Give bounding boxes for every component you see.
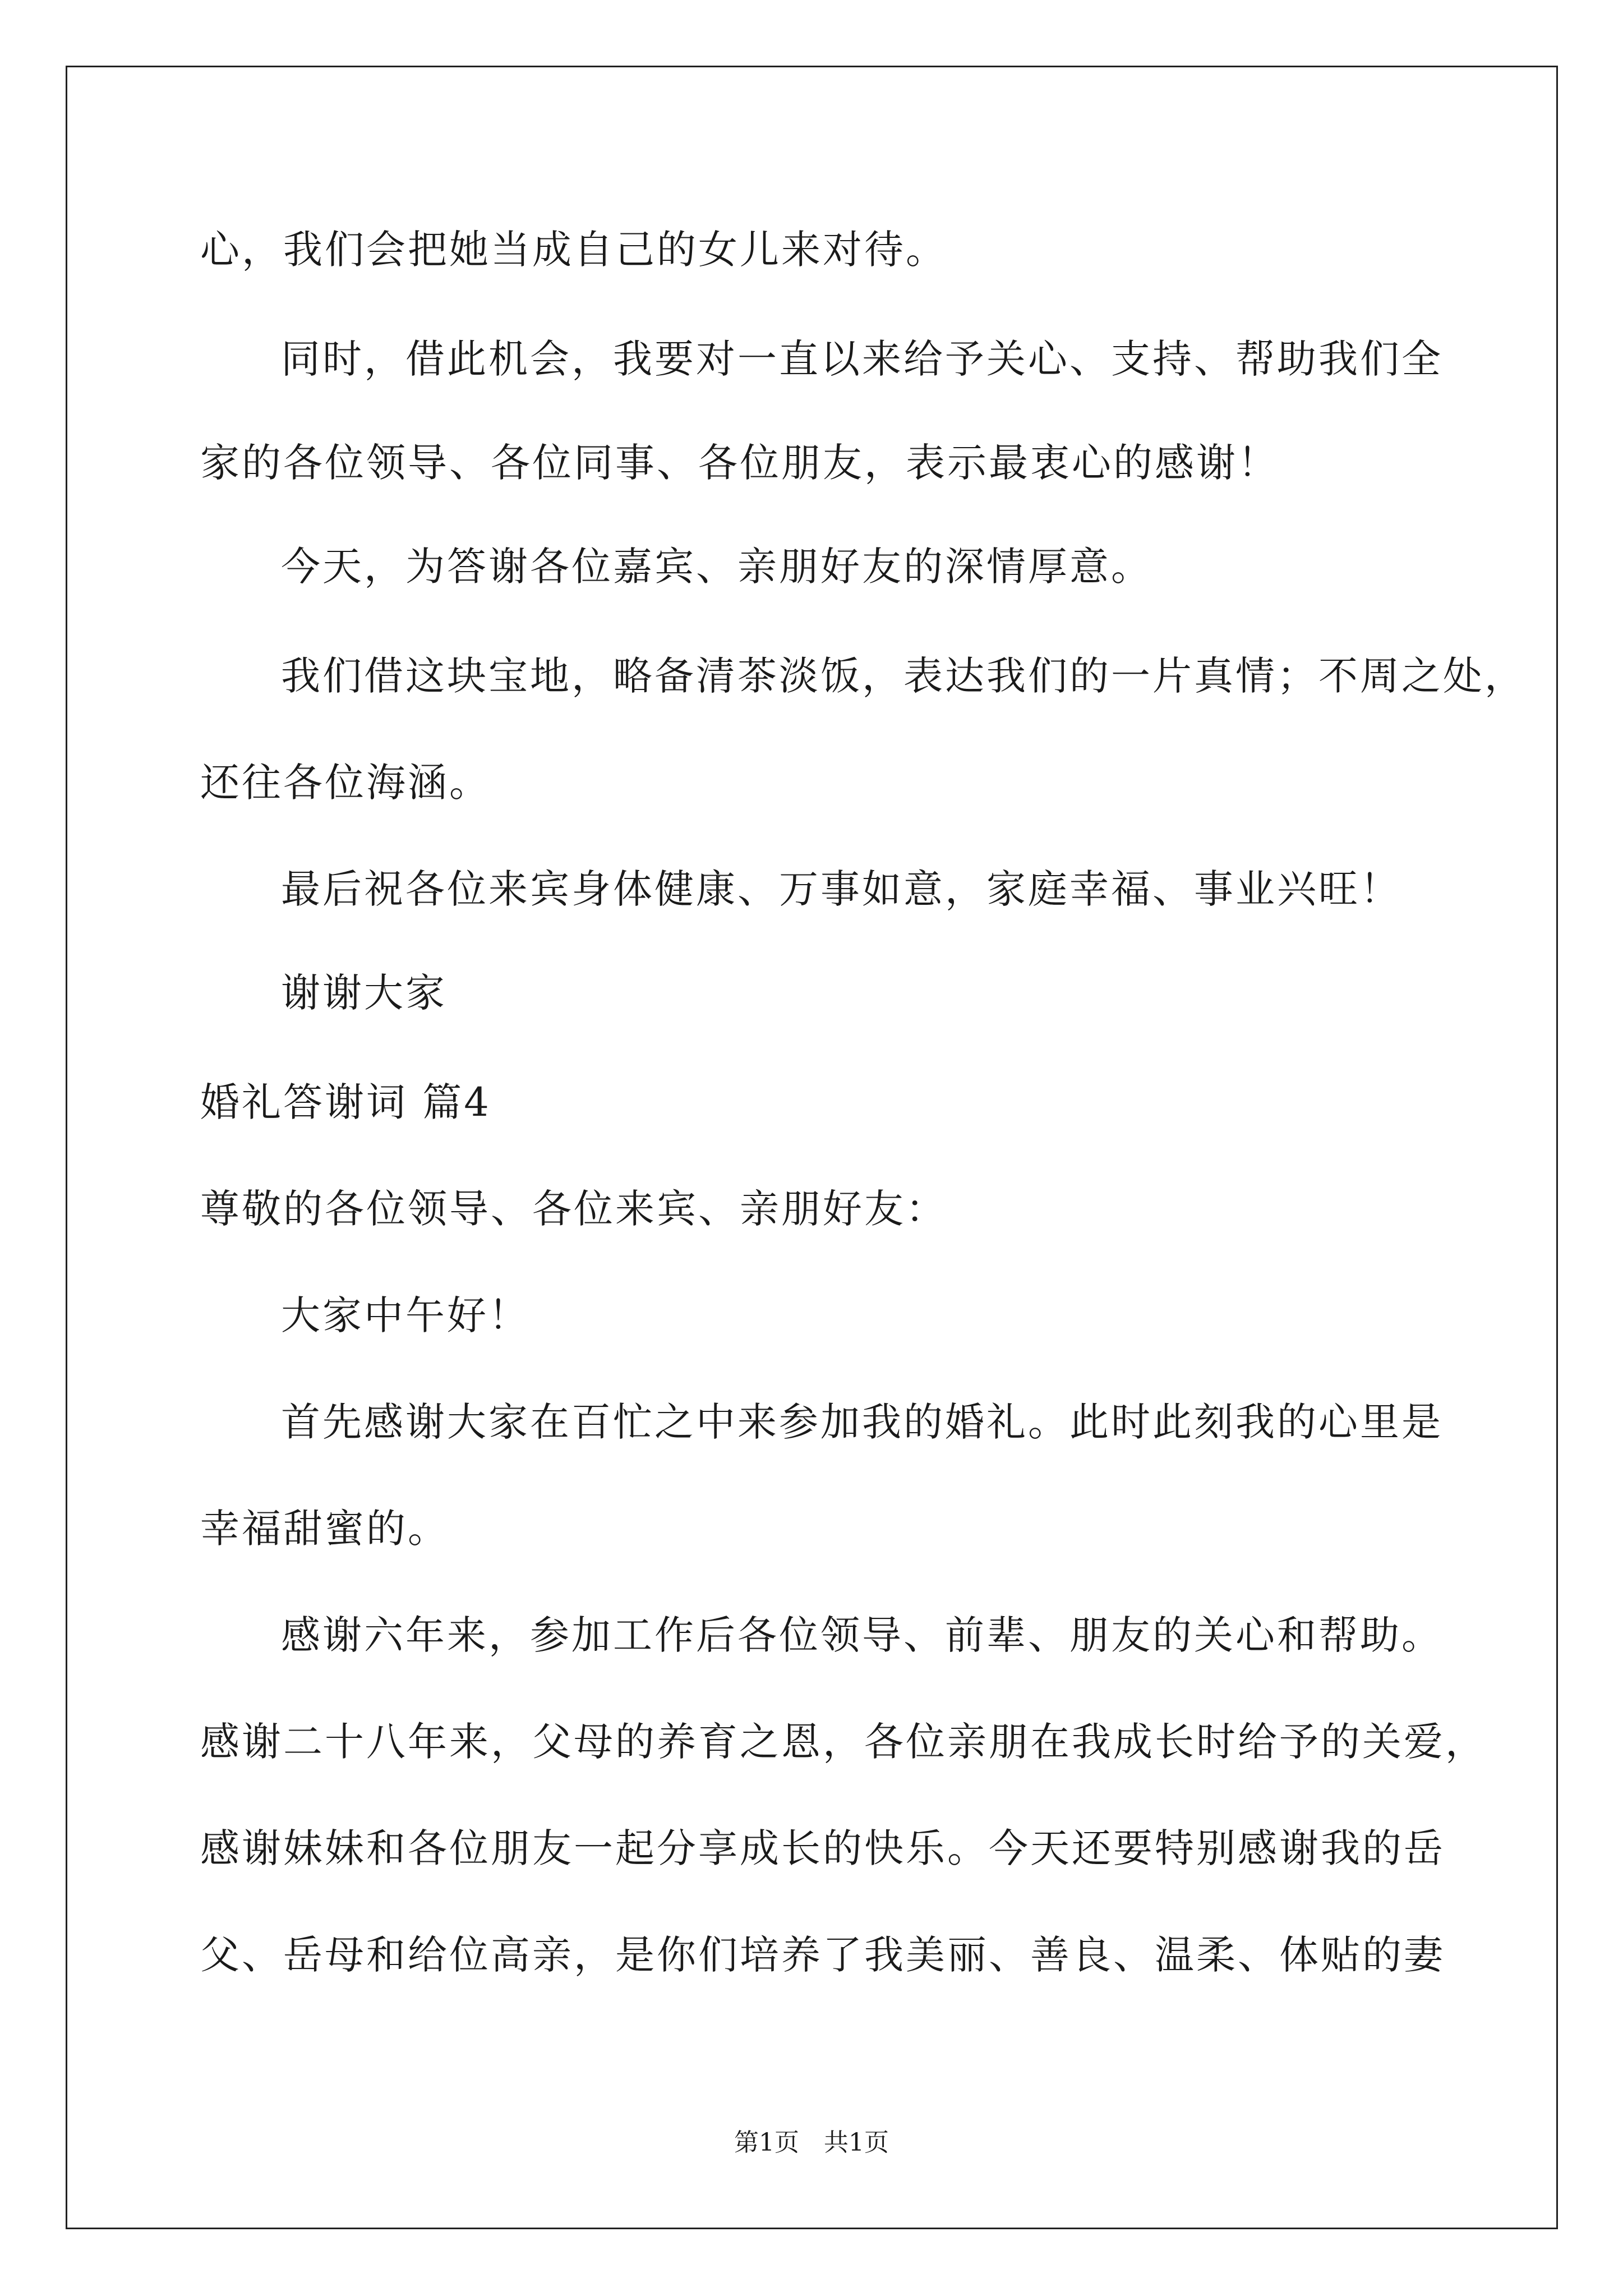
paragraph-line-7: 最后祝各位来宾身体健康、万事如意，家庭幸福、事业兴旺！: [281, 866, 1401, 912]
page-number-footer: 第1页 共1页: [734, 2128, 889, 2157]
section-heading: 婚礼答谢词 篇4: [200, 1079, 491, 1125]
paragraph-line-17: 父、岳母和给位高亲，是你们培养了我美丽、善良、温柔、体贴的妻: [200, 1932, 1445, 1978]
paragraph-line-5: 我们借这块宝地，略备清茶淡饭，表达我们的一片真情；不周之处，: [281, 653, 1526, 699]
page-border: [66, 66, 1558, 2229]
paragraph-line-16: 感谢妹妹和各位朋友一起分享成长的快乐。今天还要特别感谢我的岳: [200, 1825, 1445, 1871]
salutation-line: 尊敬的各位领导、各位来宾、亲朋好友：: [200, 1186, 947, 1232]
paragraph-line-1: 心，我们会把她当成自己的女儿来对待。: [200, 227, 947, 273]
paragraph-line-15: 感谢二十八年来，父母的养育之恩，各位亲朋在我成长时给予的关爱，: [200, 1719, 1487, 1765]
paragraph-line-12: 首先感谢大家在百忙之中来参加我的婚礼。此时此刻我的心里是: [281, 1399, 1443, 1445]
paragraph-line-14: 感谢六年来，参加工作后各位领导、前辈、朋友的关心和帮助。: [281, 1612, 1443, 1658]
greeting-line: 大家中午好！: [281, 1292, 530, 1338]
paragraph-line-4: 今天，为答谢各位嘉宾、亲朋好友的深情厚意。: [281, 544, 1152, 590]
paragraph-line-2: 同时，借此机会，我要对一直以来给予关心、支持、帮助我们全: [281, 336, 1443, 382]
paragraph-line-3: 家的各位领导、各位同事、各位朋友，表示最衷心的感谢！: [200, 440, 1279, 486]
paragraph-line-13: 幸福甜蜜的。: [200, 1506, 449, 1552]
paragraph-line-6: 还往各位海涵。: [200, 760, 491, 806]
paragraph-line-8: 谢谢大家: [281, 970, 447, 1016]
